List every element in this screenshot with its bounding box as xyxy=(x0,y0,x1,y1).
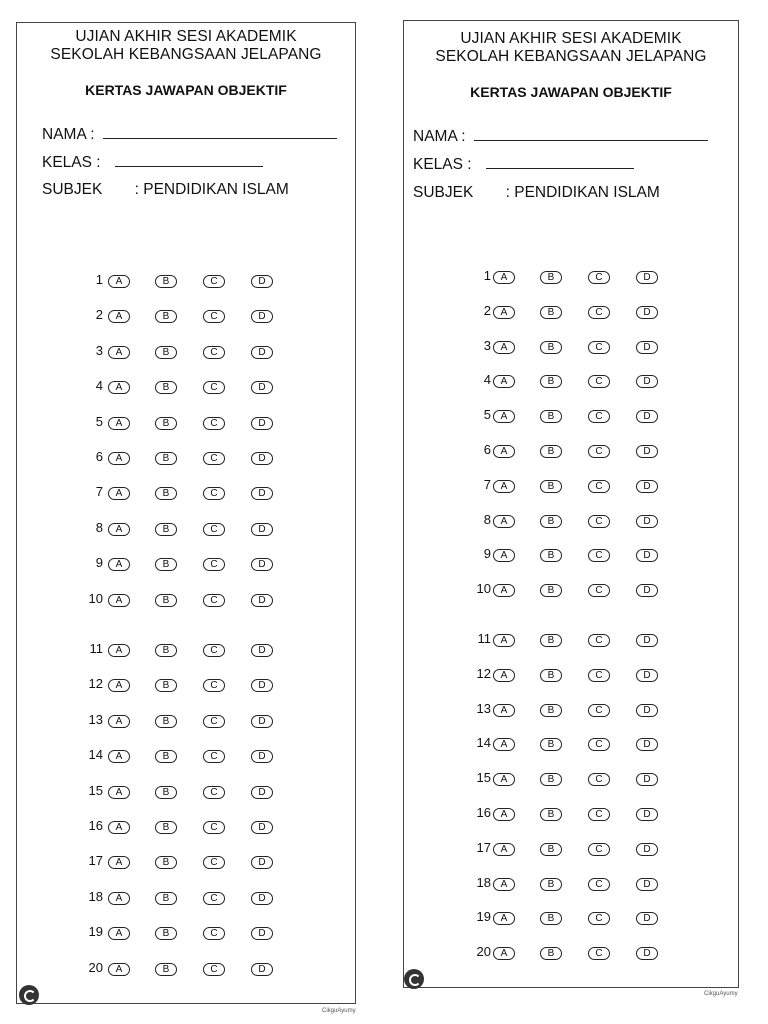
answer-row xyxy=(404,478,738,494)
answer-row xyxy=(404,910,738,926)
question-number: 13 xyxy=(88,711,103,727)
question-number: 8 xyxy=(95,519,103,535)
answer-bubble-d[interactable]: D xyxy=(251,487,273,500)
answer-sheet-right xyxy=(403,20,739,988)
answer-bubble-c[interactable]: C xyxy=(588,738,610,751)
name-label: NAMA : xyxy=(413,128,466,145)
answer-bubble-a[interactable]: A xyxy=(493,912,515,925)
answer-bubble-b[interactable]: B xyxy=(540,912,562,925)
answer-row xyxy=(404,339,738,355)
exam-title: UJIAN AKHIR SESI AKADEMIK xyxy=(75,28,297,45)
answer-bubble-c[interactable]: C xyxy=(203,927,225,940)
answer-row xyxy=(404,513,738,529)
answer-bubble-d[interactable]: D xyxy=(251,310,273,323)
answer-bubble-b[interactable]: B xyxy=(155,892,177,905)
subject-field xyxy=(42,181,289,199)
answer-bubble-d[interactable]: D xyxy=(251,644,273,657)
question-number: 14 xyxy=(476,735,491,751)
answer-bubble-a[interactable]: A xyxy=(108,381,130,394)
answer-bubble-b[interactable]: B xyxy=(540,515,562,528)
subject-label: SUBJEK xyxy=(413,184,474,201)
answer-bubble-a[interactable]: A xyxy=(493,738,515,751)
question-number: 9 xyxy=(95,555,103,571)
answer-row xyxy=(17,713,355,729)
answer-bubble-d[interactable]: D xyxy=(251,523,273,536)
question-number: 17 xyxy=(476,839,491,855)
answer-bubble-d[interactable]: D xyxy=(251,381,273,394)
answer-bubble-a[interactable]: A xyxy=(493,773,515,786)
answer-bubble-a[interactable]: A xyxy=(108,856,130,869)
answer-bubble-b[interactable]: B xyxy=(155,856,177,869)
question-number: 11 xyxy=(477,631,491,646)
answer-bubble-d[interactable]: D xyxy=(636,410,658,423)
answer-bubble-d[interactable]: D xyxy=(636,480,658,493)
answer-bubble-a[interactable]: A xyxy=(493,878,515,891)
class-field[interactable] xyxy=(413,156,634,174)
answer-bubble-a[interactable]: A xyxy=(108,927,130,940)
name-field[interactable] xyxy=(413,128,708,146)
answer-bubble-a[interactable]: A xyxy=(108,346,130,359)
answer-bubble-a[interactable]: A xyxy=(493,341,515,354)
question-number: 7 xyxy=(483,476,491,492)
answer-row xyxy=(17,592,355,608)
answer-bubble-c[interactable]: C xyxy=(203,644,225,657)
answer-bubble-b[interactable]: B xyxy=(540,584,562,597)
answer-bubble-a[interactable]: A xyxy=(108,310,130,323)
question-number: 12 xyxy=(88,676,103,692)
answer-row xyxy=(404,736,738,752)
answer-bubble-b[interactable]: B xyxy=(540,341,562,354)
answer-row xyxy=(404,547,738,563)
answer-row xyxy=(404,373,738,389)
answer-bubble-c[interactable]: C xyxy=(588,480,610,493)
subject-label: SUBJEK xyxy=(42,181,103,198)
answer-bubble-c[interactable]: C xyxy=(588,306,610,319)
answer-bubble-d[interactable]: D xyxy=(251,750,273,763)
question-number: 2 xyxy=(483,302,491,318)
answer-bubble-d[interactable]: D xyxy=(636,669,658,682)
answer-bubble-a[interactable]: A xyxy=(108,963,130,976)
answer-row xyxy=(17,890,355,906)
answer-bubble-d[interactable]: D xyxy=(636,584,658,597)
answer-bubble-d[interactable]: D xyxy=(636,773,658,786)
answer-bubble-c[interactable]: C xyxy=(203,715,225,728)
answer-row xyxy=(404,945,738,961)
answer-bubble-a[interactable]: A xyxy=(493,947,515,960)
answer-bubble-b[interactable]: B xyxy=(540,306,562,319)
answer-sheet-left xyxy=(16,22,356,1004)
answer-bubble-c[interactable]: C xyxy=(588,843,610,856)
answer-bubble-d[interactable]: D xyxy=(251,594,273,607)
answer-bubble-a[interactable]: A xyxy=(493,549,515,562)
answer-bubble-d[interactable]: D xyxy=(636,341,658,354)
answer-row xyxy=(404,582,738,598)
class-label: KELAS : xyxy=(413,156,472,173)
answer-bubble-a[interactable]: A xyxy=(108,558,130,571)
answer-bubble-a[interactable]: A xyxy=(493,445,515,458)
name-line[interactable] xyxy=(474,139,708,141)
answer-bubble-b[interactable]: B xyxy=(155,558,177,571)
question-number: 3 xyxy=(95,342,103,358)
answer-bubble-c[interactable]: C xyxy=(588,584,610,597)
answer-bubble-c[interactable]: C xyxy=(203,892,225,905)
class-label: KELAS : xyxy=(42,154,101,171)
answer-bubble-b[interactable]: B xyxy=(155,750,177,763)
answer-bubble-a[interactable]: A xyxy=(108,786,130,799)
answer-bubble-b[interactable]: B xyxy=(155,644,177,657)
question-number: 1 xyxy=(95,272,103,287)
credit-text: CikguAyumy xyxy=(704,991,738,997)
answer-bubble-a[interactable]: A xyxy=(493,669,515,682)
question-number: 10 xyxy=(88,590,103,606)
answer-row xyxy=(404,876,738,892)
answer-bubble-d[interactable]: D xyxy=(251,346,273,359)
question-number: 20 xyxy=(88,959,103,975)
paper-title: KERTAS JAWAPAN OBJEKTIF xyxy=(85,82,287,98)
answer-bubble-d[interactable]: D xyxy=(251,715,273,728)
answer-bubble-c[interactable]: C xyxy=(588,375,610,388)
answer-bubble-b[interactable]: B xyxy=(540,738,562,751)
answer-bubble-c[interactable]: C xyxy=(588,634,610,647)
answer-bubble-c[interactable]: C xyxy=(588,669,610,682)
question-number: 20 xyxy=(476,944,491,960)
answer-bubble-b[interactable]: B xyxy=(155,417,177,430)
exam-title: UJIAN AKHIR SESI AKADEMIK xyxy=(460,30,682,47)
school-name: SEKOLAH KEBANGSAAN JELAPANG xyxy=(435,48,707,65)
name-label: NAMA : xyxy=(42,126,95,143)
name-line[interactable] xyxy=(103,137,337,139)
question-number: 6 xyxy=(483,442,491,457)
answer-bubble-b[interactable]: B xyxy=(155,679,177,692)
question-number: 17 xyxy=(88,853,103,869)
answer-bubble-a[interactable]: A xyxy=(493,480,515,493)
answer-bubble-b[interactable]: B xyxy=(155,275,177,288)
answer-bubble-a[interactable]: A xyxy=(108,679,130,692)
answer-bubble-c[interactable]: C xyxy=(203,750,225,763)
question-number: 19 xyxy=(476,909,491,925)
publisher-logo-icon xyxy=(404,969,424,989)
answer-row xyxy=(404,667,738,683)
answer-row xyxy=(404,841,738,857)
question-number: 13 xyxy=(476,700,491,716)
question-number: 14 xyxy=(88,747,103,763)
answer-bubble-d[interactable]: D xyxy=(251,417,273,430)
answer-row xyxy=(17,677,355,693)
answer-row xyxy=(17,379,355,395)
answer-row xyxy=(17,556,355,572)
answer-bubble-a[interactable]: A xyxy=(493,634,515,647)
answer-bubble-d[interactable]: D xyxy=(636,912,658,925)
answer-bubble-d[interactable]: D xyxy=(636,549,658,562)
answer-bubble-b[interactable]: B xyxy=(155,452,177,465)
answer-row xyxy=(17,344,355,360)
answer-bubble-c[interactable]: C xyxy=(203,821,225,834)
answer-bubble-c[interactable]: C xyxy=(203,558,225,571)
question-number: 8 xyxy=(483,511,491,527)
question-number: 15 xyxy=(476,770,491,786)
answer-row xyxy=(404,806,738,822)
answer-bubble-a[interactable]: A xyxy=(493,515,515,528)
answer-row xyxy=(404,443,738,459)
answer-bubble-b[interactable]: B xyxy=(540,271,562,284)
answer-bubble-d[interactable]: D xyxy=(636,878,658,891)
question-number: 18 xyxy=(88,888,103,904)
answer-bubble-b[interactable]: B xyxy=(540,634,562,647)
question-number: 5 xyxy=(95,413,103,429)
answer-bubble-c[interactable]: C xyxy=(588,878,610,891)
question-number: 9 xyxy=(483,546,491,562)
class-line[interactable] xyxy=(486,167,634,169)
answer-bubble-d[interactable]: D xyxy=(251,786,273,799)
answer-bubble-a[interactable]: A xyxy=(493,843,515,856)
answer-row xyxy=(404,304,738,320)
question-number: 15 xyxy=(88,782,103,798)
answer-bubble-c[interactable]: C xyxy=(203,523,225,536)
answer-bubble-d[interactable]: D xyxy=(636,947,658,960)
question-number: 6 xyxy=(95,449,103,464)
answer-bubble-d[interactable]: D xyxy=(251,856,273,869)
answer-bubble-c[interactable]: C xyxy=(588,341,610,354)
question-number: 10 xyxy=(476,581,491,597)
answer-row xyxy=(404,702,738,718)
answer-bubble-c[interactable]: C xyxy=(203,856,225,869)
answer-bubble-b[interactable]: B xyxy=(540,704,562,717)
answer-row xyxy=(17,819,355,835)
answer-bubble-a[interactable]: A xyxy=(108,715,130,728)
question-number: 7 xyxy=(95,484,103,500)
answer-bubble-b[interactable]: B xyxy=(540,549,562,562)
answer-bubble-d[interactable]: D xyxy=(251,821,273,834)
answer-bubble-d[interactable]: D xyxy=(636,843,658,856)
answer-bubble-a[interactable]: A xyxy=(493,375,515,388)
answer-bubble-d[interactable]: D xyxy=(636,445,658,458)
answer-bubble-c[interactable]: C xyxy=(203,381,225,394)
answer-bubble-a[interactable]: A xyxy=(108,750,130,763)
answer-bubble-c[interactable]: C xyxy=(588,549,610,562)
answer-bubble-b[interactable]: B xyxy=(155,963,177,976)
school-name: SEKOLAH KEBANGSAAN JELAPANG xyxy=(50,46,322,63)
answer-bubble-c[interactable]: C xyxy=(588,912,610,925)
credit-text: CikguAyumy xyxy=(322,1008,356,1014)
answer-bubble-b[interactable]: B xyxy=(155,594,177,607)
answer-bubble-b[interactable]: B xyxy=(155,487,177,500)
answer-bubble-b[interactable]: B xyxy=(155,821,177,834)
answer-bubble-d[interactable]: D xyxy=(636,808,658,821)
answer-bubble-c[interactable]: C xyxy=(588,271,610,284)
answer-bubble-b[interactable]: B xyxy=(155,381,177,394)
answer-row xyxy=(17,415,355,431)
question-number: 19 xyxy=(88,924,103,940)
answer-row xyxy=(17,854,355,870)
answer-bubble-d[interactable]: D xyxy=(636,738,658,751)
answer-row xyxy=(17,961,355,977)
question-number: 2 xyxy=(95,307,103,323)
answer-bubble-b[interactable]: B xyxy=(155,715,177,728)
answer-bubble-c[interactable]: C xyxy=(588,704,610,717)
answer-bubble-d[interactable]: D xyxy=(251,679,273,692)
paper-title: KERTAS JAWAPAN OBJEKTIF xyxy=(470,84,672,100)
answer-bubble-b[interactable]: B xyxy=(155,523,177,536)
question-number: 16 xyxy=(476,805,491,820)
answer-bubble-a[interactable]: A xyxy=(108,821,130,834)
name-field[interactable] xyxy=(42,126,337,144)
answer-bubble-a[interactable]: A xyxy=(108,594,130,607)
answer-bubble-d[interactable]: D xyxy=(636,271,658,284)
answer-bubble-b[interactable]: B xyxy=(540,773,562,786)
answer-bubble-a[interactable]: A xyxy=(108,523,130,536)
answer-bubble-a[interactable]: A xyxy=(493,704,515,717)
answer-bubble-d[interactable]: D xyxy=(251,275,273,288)
answer-bubble-d[interactable]: D xyxy=(636,375,658,388)
answer-row xyxy=(17,308,355,324)
answer-row xyxy=(17,485,355,501)
answer-bubble-c[interactable]: C xyxy=(203,679,225,692)
answer-bubble-d[interactable]: D xyxy=(251,892,273,905)
answer-bubble-d[interactable]: D xyxy=(251,452,273,465)
answer-row xyxy=(17,642,355,658)
answer-row xyxy=(404,632,738,648)
subject-field xyxy=(413,184,660,202)
answer-bubble-c[interactable]: C xyxy=(588,947,610,960)
answer-row xyxy=(17,521,355,537)
answer-row xyxy=(17,450,355,466)
answer-bubble-b[interactable]: B xyxy=(155,786,177,799)
answer-bubble-c[interactable]: C xyxy=(588,773,610,786)
answer-bubble-c[interactable]: C xyxy=(203,417,225,430)
answer-bubble-a[interactable]: A xyxy=(108,892,130,905)
answer-row xyxy=(404,269,738,285)
question-number: 12 xyxy=(476,665,491,681)
answer-bubble-c[interactable]: C xyxy=(203,594,225,607)
answer-bubble-d[interactable]: D xyxy=(251,927,273,940)
answer-bubble-c[interactable]: C xyxy=(203,310,225,323)
answer-bubble-a[interactable]: A xyxy=(108,417,130,430)
answer-bubble-a[interactable]: A xyxy=(493,271,515,284)
answer-bubble-a[interactable]: A xyxy=(493,306,515,319)
subject-value: : PENDIDIKAN ISLAM xyxy=(505,184,660,201)
subject-value: : PENDIDIKAN ISLAM xyxy=(134,181,289,198)
answer-bubble-c[interactable]: C xyxy=(203,963,225,976)
answer-bubble-a[interactable]: A xyxy=(108,644,130,657)
answer-bubble-a[interactable]: A xyxy=(493,410,515,423)
answer-bubble-d[interactable]: D xyxy=(251,558,273,571)
answer-bubble-d[interactable]: D xyxy=(636,306,658,319)
answer-row xyxy=(17,273,355,289)
answer-bubble-c[interactable]: C xyxy=(203,452,225,465)
answer-bubble-a[interactable]: A xyxy=(108,275,130,288)
answer-row xyxy=(17,784,355,800)
answer-bubble-c[interactable]: C xyxy=(203,487,225,500)
class-line[interactable] xyxy=(115,165,263,167)
answer-bubble-a[interactable]: A xyxy=(493,584,515,597)
answer-bubble-c[interactable]: C xyxy=(588,808,610,821)
answer-bubble-b[interactable]: B xyxy=(540,445,562,458)
answer-bubble-b[interactable]: B xyxy=(540,480,562,493)
answer-bubble-c[interactable]: C xyxy=(588,410,610,423)
question-number: 11 xyxy=(89,641,103,656)
answer-bubble-b[interactable]: B xyxy=(540,375,562,388)
answer-row xyxy=(17,748,355,764)
answer-bubble-b[interactable]: B xyxy=(540,669,562,682)
question-number: 4 xyxy=(95,378,103,394)
answer-bubble-a[interactable]: A xyxy=(108,452,130,465)
answer-bubble-c[interactable]: C xyxy=(203,346,225,359)
answer-row xyxy=(404,408,738,424)
answer-bubble-c[interactable]: C xyxy=(203,786,225,799)
answer-row xyxy=(404,771,738,787)
question-number: 3 xyxy=(483,337,491,353)
answer-bubble-c[interactable]: C xyxy=(588,445,610,458)
answer-bubble-b[interactable]: B xyxy=(540,878,562,891)
question-number: 16 xyxy=(88,818,103,833)
answer-bubble-b[interactable]: B xyxy=(155,346,177,359)
question-number: 4 xyxy=(483,372,491,388)
answer-row xyxy=(17,925,355,941)
answer-bubble-d[interactable]: D xyxy=(636,634,658,647)
question-number: 1 xyxy=(483,268,491,283)
answer-bubble-d[interactable]: D xyxy=(636,515,658,528)
answer-bubble-a[interactable]: A xyxy=(108,487,130,500)
answer-bubble-b[interactable]: B xyxy=(540,410,562,423)
answer-bubble-c[interactable]: C xyxy=(588,515,610,528)
answer-bubble-a[interactable]: A xyxy=(493,808,515,821)
question-number: 5 xyxy=(483,407,491,423)
answer-bubble-d[interactable]: D xyxy=(251,963,273,976)
answer-bubble-c[interactable]: C xyxy=(203,275,225,288)
answer-bubble-b[interactable]: B xyxy=(540,808,562,821)
answer-bubble-b[interactable]: B xyxy=(155,927,177,940)
answer-bubble-d[interactable]: D xyxy=(636,704,658,717)
answer-bubble-b[interactable]: B xyxy=(540,843,562,856)
publisher-logo-icon xyxy=(19,985,39,1005)
answer-bubble-b[interactable]: B xyxy=(155,310,177,323)
question-number: 18 xyxy=(476,874,491,890)
class-field[interactable] xyxy=(42,154,263,172)
answer-bubble-b[interactable]: B xyxy=(540,947,562,960)
